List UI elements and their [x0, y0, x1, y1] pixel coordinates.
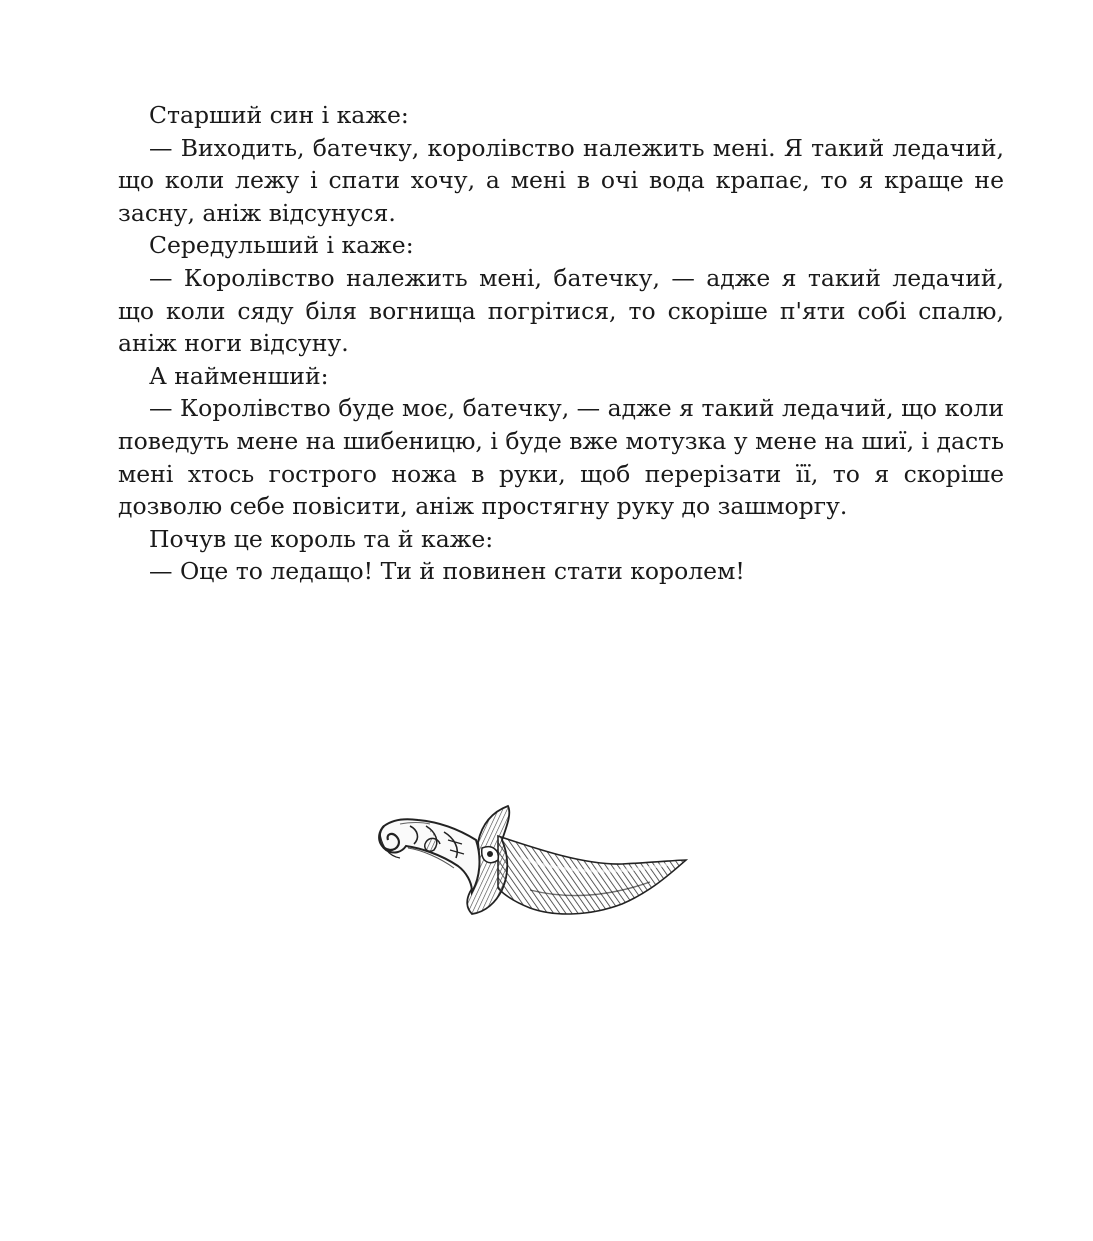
paragraph-2: — Виходить, батечку, королівство належить мені. Я такий ледачий, що коли лежу і спати хочу, а мені в очі вода крапає, то я краще не засну, аніж відсунуся. [118, 133, 1004, 227]
paragraph-7: Почув це король та й каже: [149, 524, 494, 553]
paragraph-1: Старший син і каже: [149, 101, 409, 129]
story-text [118, 99, 1004, 588]
paragraph-8: — Оце то ледащо! Ти й повинен стати королем! [149, 557, 745, 586]
paragraph-6: — Королівство буде моє, батечку, — адже я такий ледачий, що коли поведуть мене на шибеницю, і буде вже мотузка у мене на шиї, і дасть мені хтось гострого ножа в руки, щоб перерізати її, то я скоріше дозволю себе повісити, аніж простягну руку до зашморгу. [118, 394, 1004, 521]
blade-shape [498, 836, 686, 914]
paragraph-4: — Королівство належить мені, батечку, — адже я такий ледачий, що коли сяду біля вогнища погрітися, то скоріше п'яти собі спалю, аніж ноги відсуну. [118, 263, 1004, 358]
dagger-illustration [370, 800, 700, 925]
paragraph-3: Середульший і каже: [149, 231, 414, 260]
paragraph-5: А найменший: [149, 361, 329, 390]
